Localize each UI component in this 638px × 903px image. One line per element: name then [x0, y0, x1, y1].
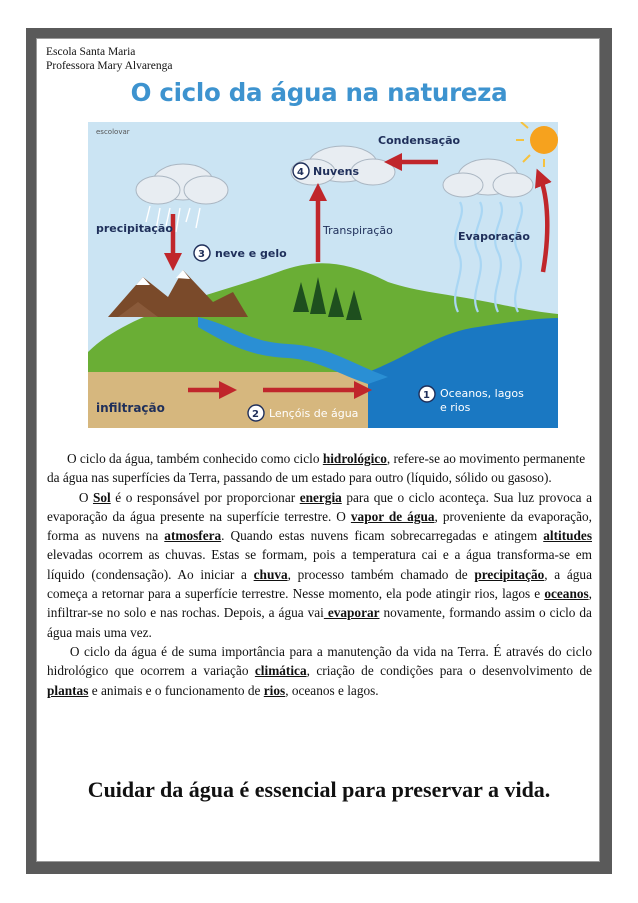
label-infiltration: infiltração: [96, 401, 165, 415]
water-cycle-diagram: [88, 122, 558, 428]
paragraph-2: [47, 488, 592, 642]
page-title: O ciclo da água na natureza: [130, 78, 508, 107]
label-snow-number: 3: [198, 249, 205, 260]
body-text: [47, 449, 592, 700]
p2-text-4: , proveniente da evaporação, forma as nuvens na: [47, 508, 593, 544]
label-transpiration: Transpiração: [323, 224, 393, 237]
p2-text-7: , processo também chamado de: [287, 566, 475, 582]
paragraph-3: [47, 642, 592, 700]
keyword-precipitacao: precipitação: [474, 566, 545, 582]
p2-text-3: para que o ciclo aconteça. Sua luz provoca a evaporação da água presente na superfície terrestre. O: [47, 489, 592, 524]
closing-statement: Cuidar da água é essencial para preservar a vida.: [87, 777, 551, 802]
p2-text-10: novamente, formando assim o ciclo da água mais uma vez.: [47, 605, 592, 640]
keyword-oceanos: oceanos: [544, 586, 589, 602]
label-clouds: Nuvens: [313, 165, 360, 178]
p2-text-6: elevadas ocorrem as chuvas. Estas se formam, pois a temperatura cai e a água transforma-se em líquido (condensação). Ao iniciar a: [47, 547, 592, 582]
p2-text-2: é o responsável por proporcionar: [110, 489, 300, 505]
label-ocean-line1: Oceanos, lagos: [440, 387, 524, 400]
keyword-sol: Sol: [92, 489, 111, 505]
keyword-altitudes: altitudes: [543, 528, 592, 544]
sun-icon: [530, 126, 558, 154]
keyword-chuva: chuva: [253, 566, 288, 582]
label-ocean-line2: e rios: [440, 401, 471, 414]
label-precipitation: precipitação: [96, 222, 173, 235]
p3-text-4: , oceanos e lagos.: [285, 682, 379, 698]
label-groundwater-number: 2: [252, 409, 259, 420]
label-condensation: Condensação: [378, 134, 461, 147]
school-name: Escola Santa Maria: [46, 46, 136, 58]
label-clouds-number: 4: [297, 167, 304, 178]
p3-text-2: , criação de condições para o desenvolvimento de: [306, 663, 592, 679]
watermark: escolovar: [96, 128, 130, 136]
keyword-plantas: plantas: [47, 682, 89, 698]
paragraph-1: [47, 449, 592, 488]
p2-text-8: , a água começa a retornar para a superfície terrestre. Nesse momento, ela pode atingir rios, lagos e: [47, 566, 592, 602]
p1-text-2: , refere-se ao movimento permanente da água nas superfícies da Terra, passando de um estado para outro (líquido, sólido ou gasoso).: [47, 451, 586, 486]
label-groundwater: Lençóis de água: [269, 407, 359, 420]
p2-text-9: , infiltrar-se no solo e nas rochas. Depois, a água vai: [47, 586, 592, 621]
label-snow: neve e gelo: [215, 247, 287, 260]
p1-text-1: O ciclo da água, também conhecido como ciclo: [66, 451, 323, 466]
teacher-name: Professora Mary Alvarenga: [46, 60, 173, 72]
header: [46, 45, 172, 73]
p3-text-1: O ciclo da água é de suma importância para a manutenção da vida na Terra. É através do ciclo hidrológico que ocorrem a variação: [47, 643, 592, 679]
keyword-hidrologico: hidrológico: [322, 451, 387, 466]
keyword-atmosfera: atmosfera: [164, 528, 222, 544]
keyword-rios: rios: [263, 682, 286, 698]
label-ocean-number: 1: [423, 390, 430, 401]
keyword-energia: energia: [299, 489, 342, 505]
keyword-evaporar: evaporar: [323, 605, 380, 621]
keyword-vapor-de-agua: vapor de água: [350, 508, 435, 524]
p2-text-5: . Quando estas nuvens ficam sobrecarregadas e atingem: [221, 528, 544, 544]
keyword-climatica: climática: [254, 663, 307, 679]
p2-text-1: O: [78, 489, 93, 505]
p3-text-3: e animais e o funcionamento de: [88, 682, 264, 698]
label-evaporation: Evaporação: [458, 230, 530, 243]
